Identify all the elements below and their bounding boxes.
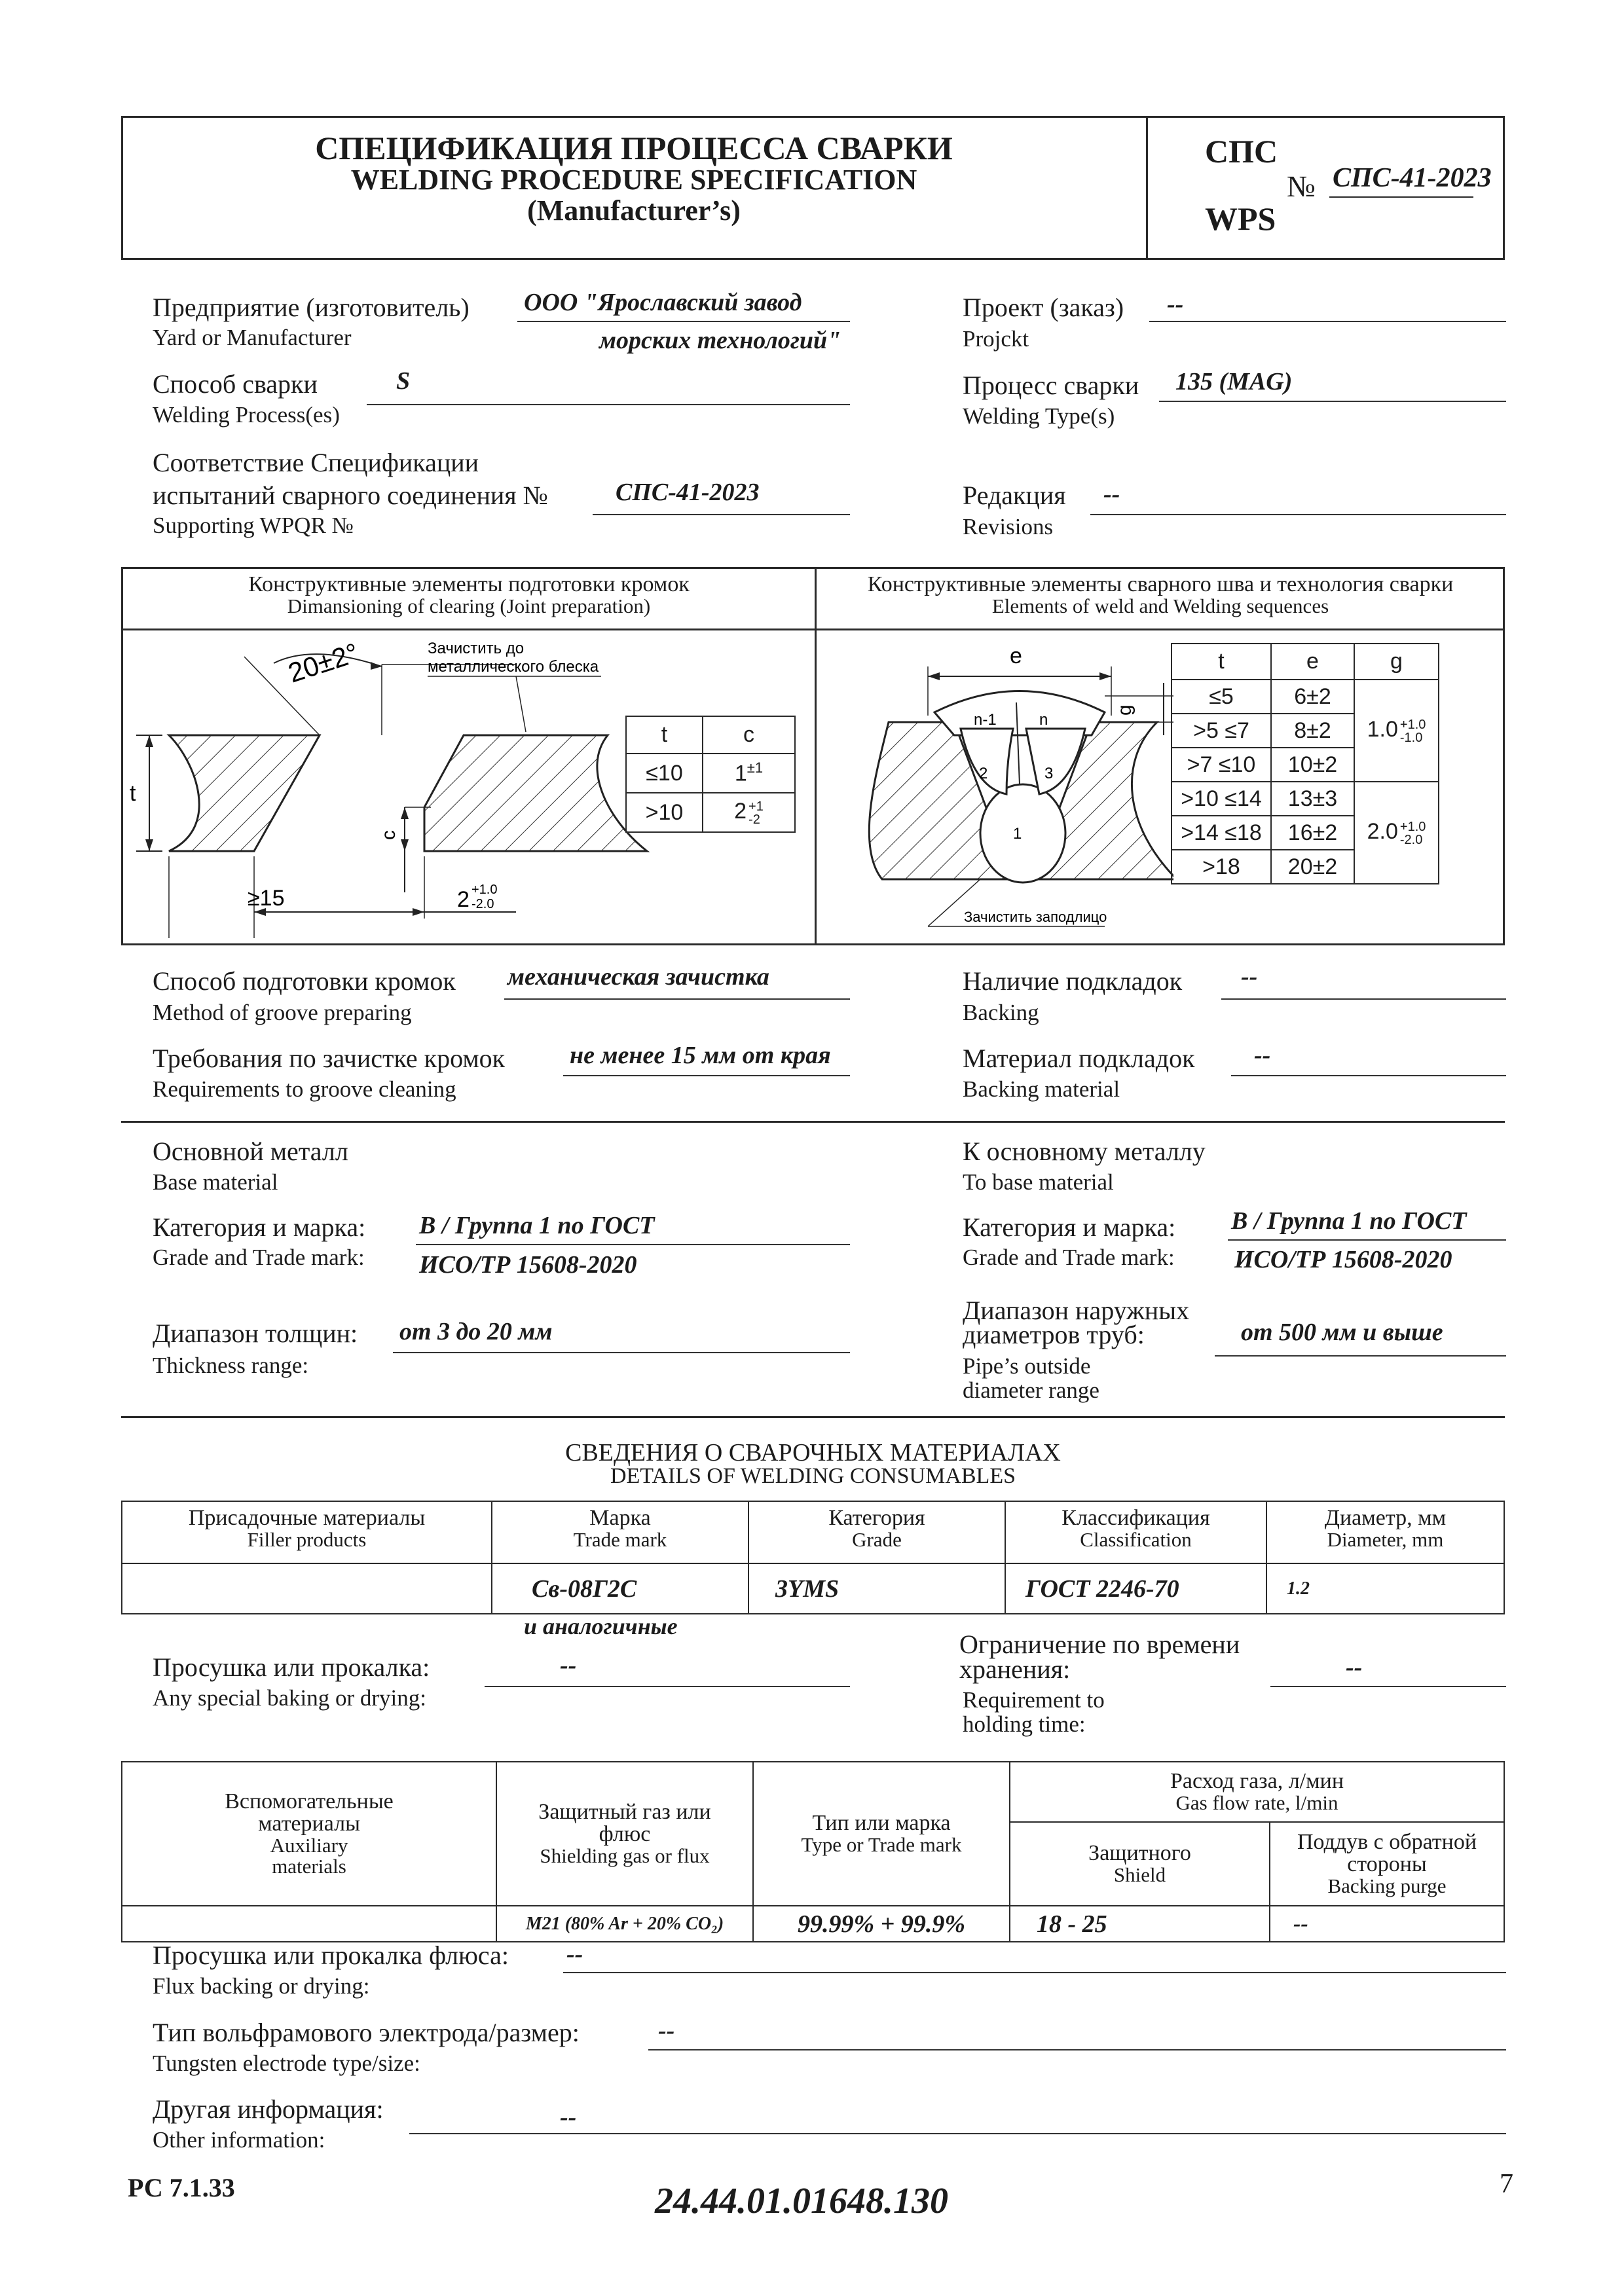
grade-label-right: Категория и марка: [963,1212,1176,1242]
weld-table-g1 [1354,680,1439,782]
dim-e: e [1010,644,1022,668]
wps-number: СПС-41-2023 [1333,163,1492,193]
groove-method-label: Способ подготовки кромок [153,966,456,996]
label-n: n [1039,711,1048,729]
revision-value: -- [1103,481,1120,508]
manufacturer-value-1: ООО "Ярославский завод [524,289,802,316]
dim-gap: 2 [457,887,470,912]
revision-line [1090,514,1506,515]
backing-material-value: -- [1254,1042,1271,1069]
info-value: -- [560,2104,577,2131]
c-table-row-t: ≤10 [626,754,703,793]
header-divider [1146,116,1148,260]
dim-gap-tol-top: +1.0 [471,883,498,897]
holding-label-1: Ограничение по времени [959,1630,1240,1659]
c-table [625,716,796,833]
backing-value: -- [1241,963,1258,991]
grade-label-left: Категория и марка: [153,1212,366,1242]
flux-line [563,1972,1506,1973]
diameter-cell: 1.2 [1266,1563,1504,1614]
consumables-title-en: DETAILS OF WELDING CONSUMABLES [610,1464,1016,1488]
weld-table-e: 6±2 [1271,680,1354,714]
thickness-label: Диапазон толщин: [153,1319,358,1348]
base-right-title: К основному металлу [963,1137,1206,1166]
aux-shield-cell: 18 - 25 [1010,1906,1270,1942]
title-sub: (Manufacturer’s) [527,194,741,227]
code-en: WPS [1205,200,1276,237]
weld-table [1171,643,1439,884]
clean-note-1: Зачистить до [428,640,525,657]
weld-table-t: ≤5 [1172,680,1271,714]
diameter-label-en-1: Pipe’s outside [963,1353,1091,1379]
tungsten-label-en: Tungsten electrode type/size: [153,2050,420,2076]
bead-1 [980,784,1065,883]
consumables-cell-empty [122,1563,492,1614]
weld-table-e: 20±2 [1271,850,1354,884]
baking-line [485,1686,850,1687]
process-label-en: Welding Type(s) [963,403,1115,429]
analogue-note: и аналогичные [524,1613,678,1639]
grade-right-underline [1228,1239,1506,1241]
page-title [123,131,1145,227]
right-plate [424,735,647,851]
weld-table-e: 8±2 [1271,714,1354,748]
cleaning-label: Требования по зачистке кромок [153,1044,506,1073]
thickness-value: от 3 до 20 мм [399,1318,553,1345]
c-table-row-c [703,754,795,793]
section-divider-2 [121,1416,1505,1418]
c-table-header-c: c [703,716,795,754]
grade-left-underline [416,1244,850,1245]
backing-material-line [1231,1075,1506,1076]
method-label: Способ сварки [153,369,318,399]
manufacturer-label-en: Yard or Manufacturer [153,325,352,350]
weld-table-header-g: g [1354,644,1439,680]
wps-number-underline [1329,196,1473,198]
wpqr-value: СПС-41-2023 [616,479,760,506]
method-value: S [396,367,411,395]
label-n1: n-1 [974,711,997,729]
number-prefix: № [1287,170,1316,203]
aux-header-flow: Расход газа, л/мин Gas flow rate, l/min [1010,1762,1504,1822]
g2-tol-top: +1.0 [1399,819,1426,834]
g1-tol-bot: -1.0 [1399,730,1423,745]
info-label-en: Other information: [153,2127,325,2153]
base-right-title-en: To base material [963,1169,1114,1195]
groove-method-label-en: Method of groove preparing [153,1000,412,1025]
label-2: 2 [979,765,988,782]
auxiliary-table [121,1761,1505,1942]
backing-label-en: Backing [963,1000,1039,1025]
backing-material-label: Материал подкладок [963,1044,1195,1073]
tungsten-line [648,2049,1506,2050]
joint-right-header-ru: Конструктивные элементы сварного шва и технология сварки [867,572,1454,596]
consumables-title [121,1440,1505,1487]
aux-header-shield: Защитного Shield [1010,1822,1270,1906]
g1-tol-top: +1.0 [1399,717,1426,732]
aux-cell-empty [122,1906,496,1942]
g2-tol-bot: -2.0 [1399,832,1423,847]
weld-table-header-e: e [1271,644,1354,680]
consumables-header: Марка Trade mark [492,1501,748,1563]
info-label: Другая информация: [153,2094,384,2124]
angle-label: 20±2° [284,636,363,689]
weld-table-e: 10±2 [1271,748,1354,782]
aux-type-cell: 99.99% + 99.9% [753,1906,1010,1942]
dim-c: c [378,830,399,840]
grade-label-en-right: Grade and Trade mark: [963,1245,1175,1270]
aux-header-purge: Поддув с обратной стороны Backing purge [1270,1822,1504,1906]
backing-line [1221,998,1506,1000]
grade-left-line1: B / Группа 1 по ГОСТ [419,1212,655,1239]
c-table-row-t: >10 [626,793,703,832]
consumables-header: Диаметр, мм Diameter, mm [1266,1501,1504,1563]
manufacturer-label: Предприятие (изготовитель) [153,293,470,322]
c-value: 1 [734,761,747,786]
weld-table-t: >14 ≤18 [1172,816,1271,850]
diameter-label-en-2: diameter range [963,1377,1099,1403]
cleaning-value: не менее 15 мм от края [570,1042,831,1069]
weld-table-e: 13±3 [1271,782,1354,816]
info-line [409,2133,1506,2134]
weld-table-t: >7 ≤10 [1172,748,1271,782]
cleaning-label-en: Requirements to groove cleaning [153,1076,456,1102]
dim-t: t [130,781,136,806]
label-1: 1 [1013,825,1022,843]
holding-value: -- [1346,1654,1363,1681]
trade-mark-cell: Св-08Г2С [492,1563,748,1614]
grade-label-en-left: Grade and Trade mark: [153,1245,365,1270]
c-value: 2 [734,799,747,824]
dim-15: ≥15 [248,886,285,911]
holding-label-en-2: holding time: [963,1711,1086,1737]
c-tol: ±1 [747,759,764,776]
method-label-en: Welding Process(es) [153,402,340,428]
wpqr-line [593,514,850,515]
diameter-label-1: Диапазон наружных [963,1296,1190,1325]
flush-note: Зачистить заподлицо [964,909,1107,925]
manufacturer-value-2: морских технологий" [599,327,841,354]
consumables-header: Присадочные материалы Filler products [122,1501,492,1563]
dim-gap-tol-bot: -2.0 [471,897,494,911]
consumables-table [121,1501,1505,1614]
manufacturer-line [517,321,850,322]
backing-material-label-en: Backing material [963,1076,1120,1102]
consumables-title-ru: СВЕДЕНИЯ О СВАРОЧНЫХ МАТЕРИАЛАХ [565,1439,1061,1467]
joint-right-header [817,574,1504,617]
baking-label-en: Any special baking or drying: [153,1685,426,1711]
holding-label-en-1: Requirement to [963,1687,1105,1713]
joint-left-header-en: Dimansioning of clearing (Joint preparation) [287,594,651,617]
grade-cell: 3YMS [748,1563,1005,1614]
classification-cell: ГОСТ 2246-70 [1005,1563,1266,1614]
page-number: 7 [1500,2169,1513,2199]
title-en: WELDING PROCEDURE SPECIFICATION [350,164,917,196]
joint-left-header-ru: Конструктивные элементы подготовки кромок [248,572,690,596]
revision-label-en: Revisions [963,514,1054,539]
grade-right-line2: ИСО/ТР 15608-2020 [1234,1246,1452,1273]
process-value: 135 (MAG) [1175,368,1293,395]
process-label: Процесс сварки [963,371,1139,400]
wpqr-label-en: Supporting WPQR № [153,513,354,538]
project-label-en: Projckt [963,326,1029,352]
weld-table-header-t: t [1172,644,1271,680]
thickness-line [393,1352,850,1353]
code-ru: СПС [1205,133,1278,170]
base-left-title: Основной металл [153,1137,348,1166]
g1-value: 1.0 [1367,717,1398,742]
aux-gas-cell: M21 (80% Ar + 20% CO₂) [496,1906,753,1942]
dim-g: g [1114,704,1135,716]
method-line [367,404,850,405]
diameter-label-2: диаметров труб: [963,1320,1145,1349]
title-ru: СПЕЦИФИКАЦИЯ ПРОЦЕССА СВАРКИ [315,130,953,166]
grade-right-line1: B / Группа 1 по ГОСТ [1231,1207,1467,1235]
baking-value: -- [560,1652,577,1679]
c-table-row-c [703,793,795,832]
revision-label: Редакция [963,481,1066,510]
tungsten-label: Тип вольфрамового электрода/размер: [153,2018,580,2047]
weld-sequence-diagram [817,630,1173,943]
clean-note-2: металлического блеска [428,658,599,676]
process-line [1159,401,1506,402]
left-plate [169,735,320,851]
weld-table-e: 16±2 [1271,816,1354,850]
aux-header-gas: Защитный газ или флюс Shielding gas or flux [496,1762,753,1906]
g2-value: 2.0 [1367,819,1398,845]
thickness-label-en: Thickness range: [153,1353,309,1378]
grade-left-line2: ИСО/ТР 15608-2020 [419,1251,637,1279]
project-line [1149,321,1506,322]
weld-table-g2 [1354,782,1439,884]
doc-code: РС 7.1.33 [128,2173,235,2202]
base-left-title-en: Base material [153,1169,278,1195]
project-value: -- [1167,291,1184,318]
groove-method-value: механическая зачистка [507,963,769,991]
c-table-header-t: t [626,716,703,754]
wpqr-label-1: Соответствие Спецификации [153,448,479,477]
tungsten-value: -- [658,2017,675,2045]
flux-label: Просушка или прокалка флюса: [153,1941,509,1970]
cleaning-line [563,1075,850,1076]
diameter-value: от 500 мм и выше [1241,1319,1443,1346]
aux-purge-cell: -- [1270,1906,1504,1942]
weld-table-t: >18 [1172,850,1271,884]
joint-left-header [123,574,815,617]
weld-table-t: >10 ≤14 [1172,782,1271,816]
wpqr-label-2: испытаний сварного соединения № [153,481,548,510]
consumables-header: Классификация Classification [1005,1501,1266,1563]
groove-method-line [504,998,850,1000]
doc-number: 24.44.01.01648.130 [655,2181,948,2221]
holding-line [1270,1686,1506,1687]
consumables-header: Категория Grade [748,1501,1005,1563]
backing-label: Наличие подкладок [963,966,1183,996]
flux-value: -- [566,1941,583,1968]
c-tol-top: +1 [748,799,764,814]
holding-label-2: хранения: [959,1654,1071,1684]
flux-label-en: Flux backing or drying: [153,1973,370,1999]
project-label: Проект (заказ) [963,293,1124,322]
label-3: 3 [1044,765,1054,782]
diameter-line [1215,1355,1506,1357]
baking-label: Просушка или прокалка: [153,1652,430,1682]
aux-header-type: Тип или марка Type or Trade mark [753,1762,1010,1906]
joint-right-header-en: Elements of weld and Welding sequences [991,594,1329,617]
weld-table-t: >5 ≤7 [1172,714,1271,748]
c-tol-bot: -2 [748,812,760,827]
section-divider-1 [121,1121,1505,1123]
aux-header-materials: Вспомогательные материалы Auxiliary materials [122,1762,496,1906]
